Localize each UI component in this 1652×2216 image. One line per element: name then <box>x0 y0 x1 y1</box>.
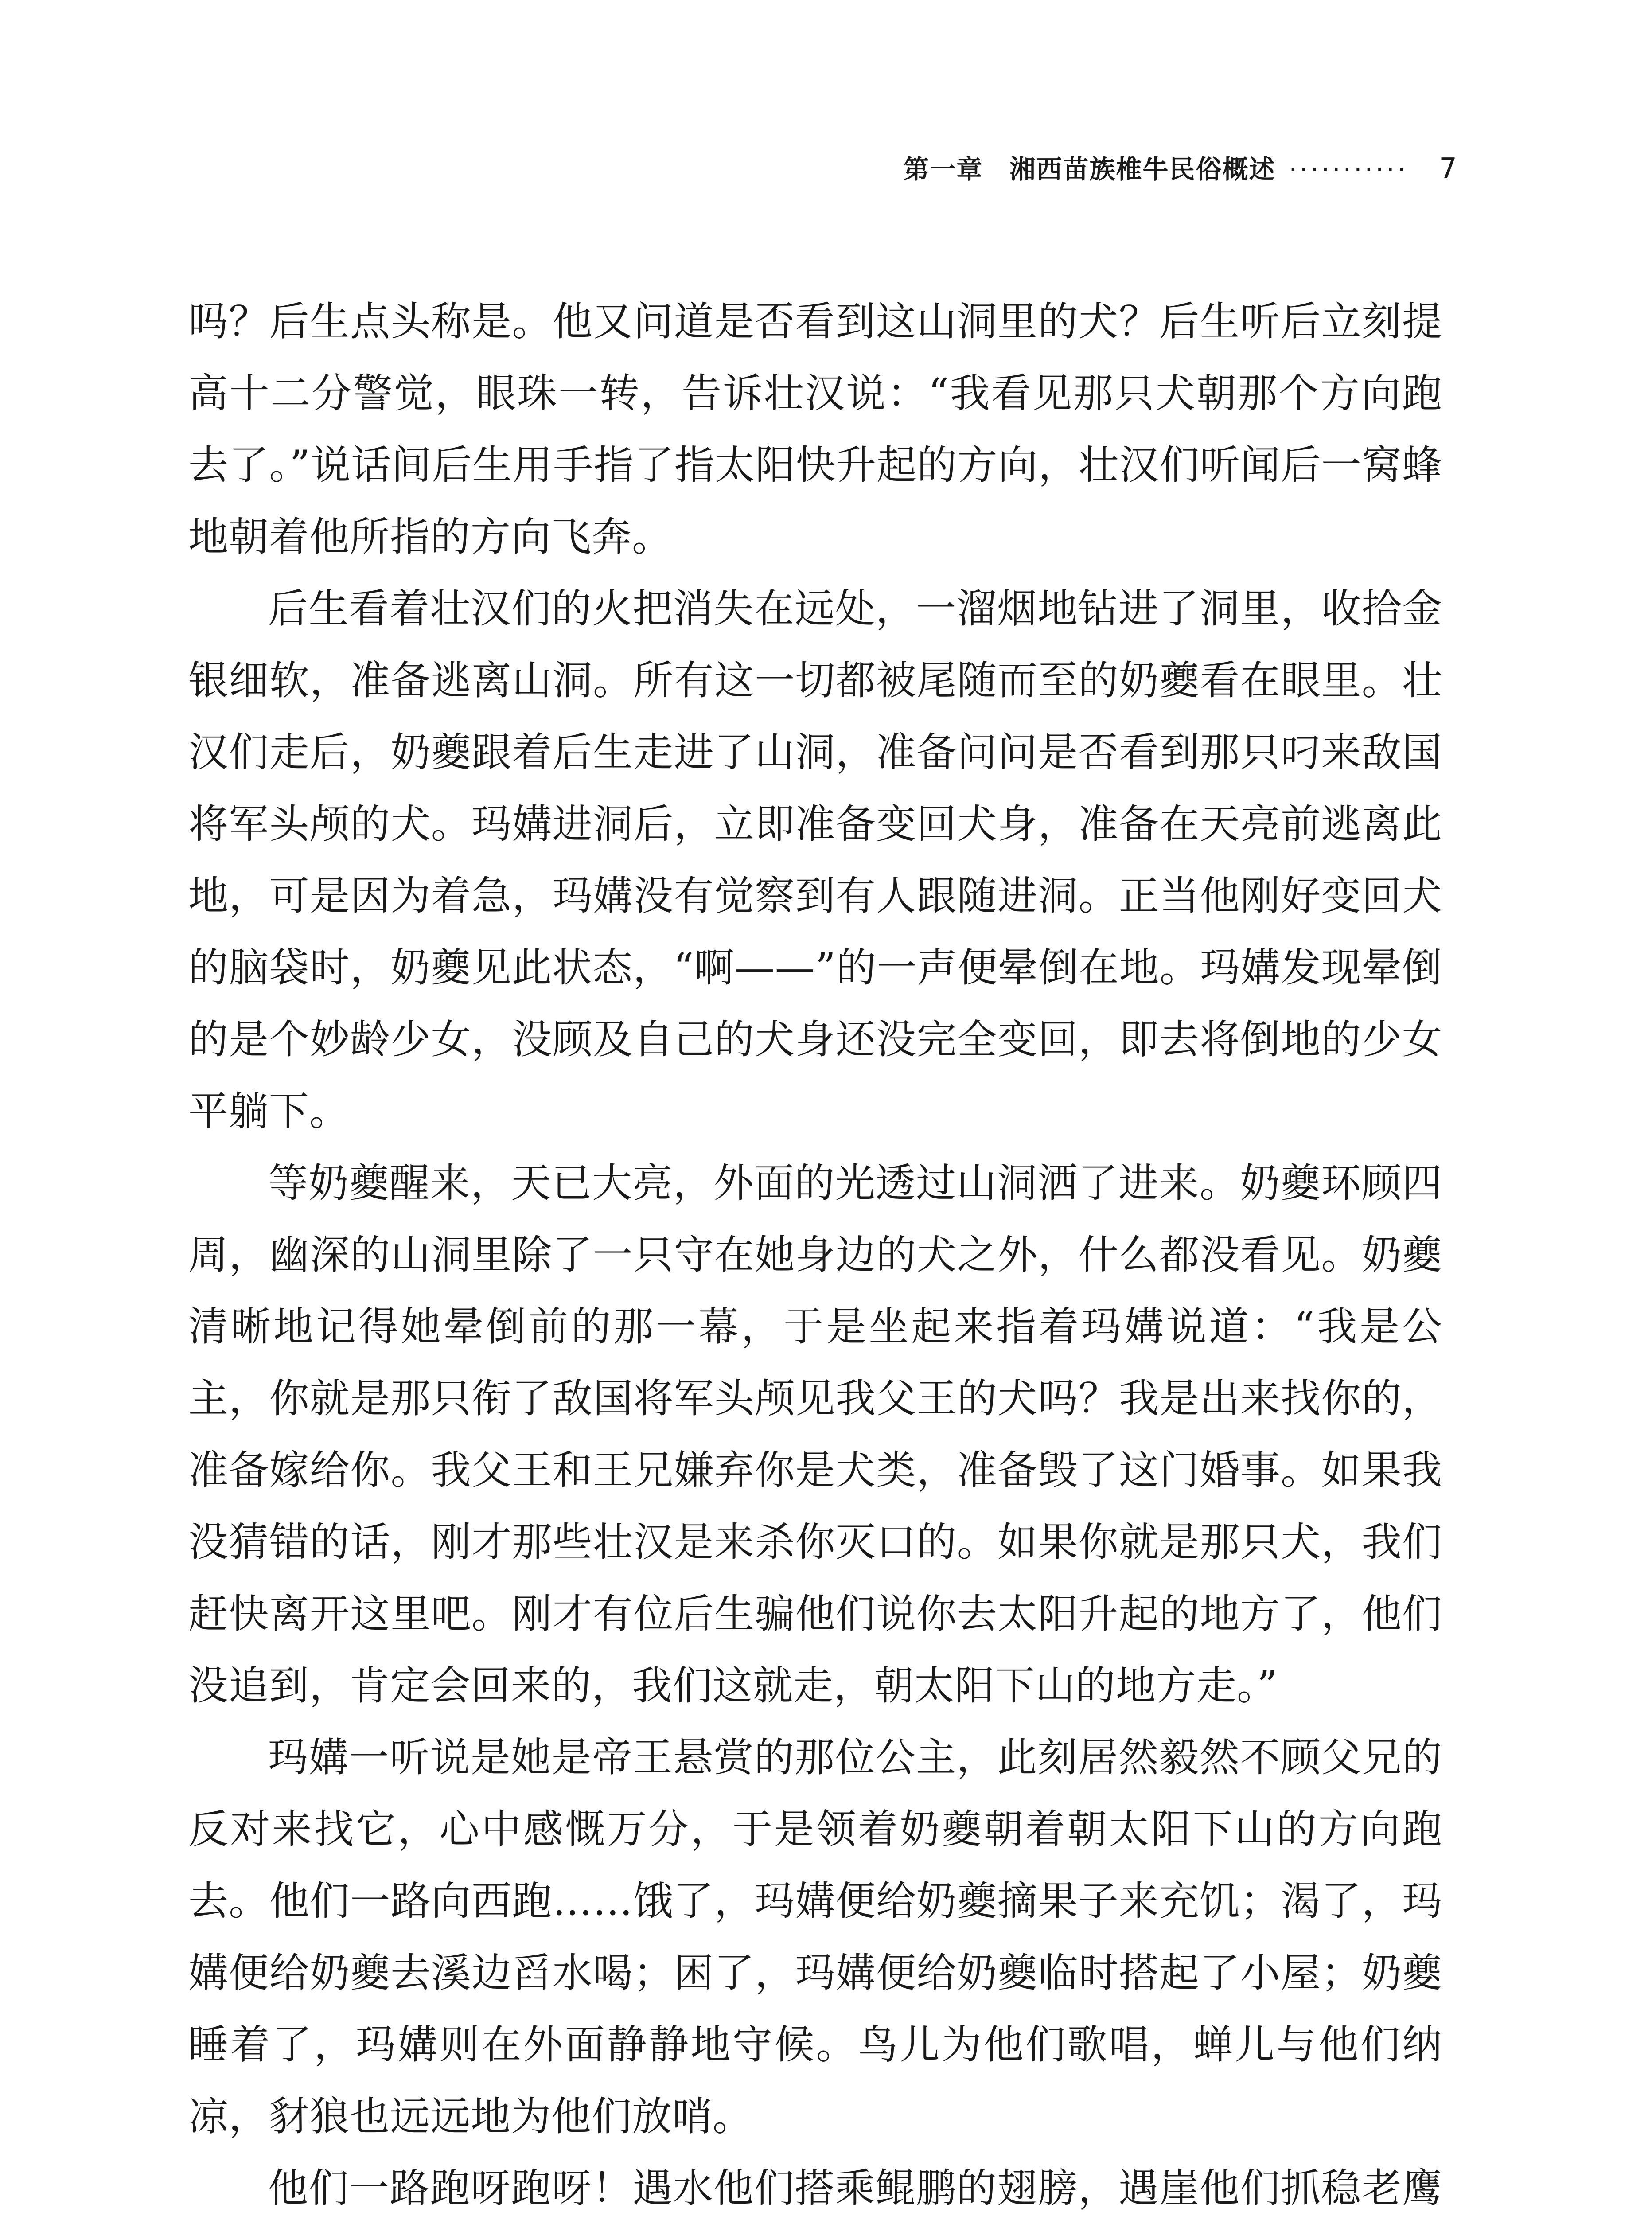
chapter-number: 第一章 <box>903 154 983 184</box>
paragraph: 等奶夔醒来，天已大亮，外面的光透过山洞洒了进来。奶夔环顾四周，幽深的山洞里除了一只守在她身边的犬之外，什么都没看见。奶夔清晰地记得她晕倒前的那一幕，于是坐起来指着玛媾说道：“我是公主，你就是那只衔了敌国将军头颅见我父王的犬吗？我是出来找你的，准备嫁给你。我父王和王兄嫌弃你是犬类，准备毁了这门婚事。如果我没猜错的话，刚才那些壮汉是来杀你灭口的。如果你就是那只犬，我们赶快离开这里吧。刚才有位后生骗他们说你去太阳升起的地方了，他们没追到，肯定会回来的，我们这就走，朝太阳下山的地方走。” <box>188 1160 1442 1709</box>
page-number: 7 <box>1439 152 1457 185</box>
paragraph: 后生看着壮汉们的火把消失在远处，一溜烟地钻进了洞里，收拾金银细软，准备逃离山洞。所有这一切都被尾随而至的奶夔看在眼里。壮汉们走后，奶夔跟着后生走进了山洞，准备问问是否看到那只叼来敌国将军头颅的犬。玛媾进洞后，立即准备变回犬身，准备在天亮前逃离此地，可是因为着急，玛媾没有觉察到有人跟随进洞。正当他刚好变回犬的脑袋时，奶夔见此状态，“啊——”的一声便晕倒在地。玛媾发现晕倒的是个妙龄少女，没顾及自己的犬身还没完全变回，即去将倒地的少女平躺下。 <box>188 585 1442 1135</box>
dot-leader: ··········· <box>1289 154 1408 184</box>
running-header <box>903 148 1457 186</box>
paragraph: 他们一路跑呀跑呀！遇水他们搭乘鲲鹏的翅膀，遇崖他们抓稳老鹰 <box>268 2165 1442 2212</box>
body-text <box>188 286 1442 2216</box>
paragraph-continued: 吗？后生点头称是。他又问道是否看到这山洞里的犬？后生听后立刻提高十二分警觉，眼珠一转，告诉壮汉说：“我看见那只犬朝那个方向跑去了。”说话间后生用手指了指太阳快升起的方向，壮汉们听闻后一窝蜂地朝着他所指的方向飞奔。 <box>188 298 1442 560</box>
paragraph: 玛媾一听说是她是帝王悬赏的那位公主，此刻居然毅然不顾父兄的反对来找它，心中感慨万分，于是领着奶夔朝着朝太阳下山的方向跑去。他们一路向西跑……饿了，玛媾便给奶夔摘果子来充饥；渴了，玛媾便给奶夔去溪边舀水喝；困了，玛媾便给奶夔临时搭起了小屋；奶夔睡着了，玛媾则在外面静静地守候。鸟儿为他们歌唱，蝉儿与他们纳凉，豺狼也远远地为他们放哨。 <box>188 1734 1442 2140</box>
chapter-title: 湘西苗族椎牛民俗概述 <box>1009 154 1276 184</box>
